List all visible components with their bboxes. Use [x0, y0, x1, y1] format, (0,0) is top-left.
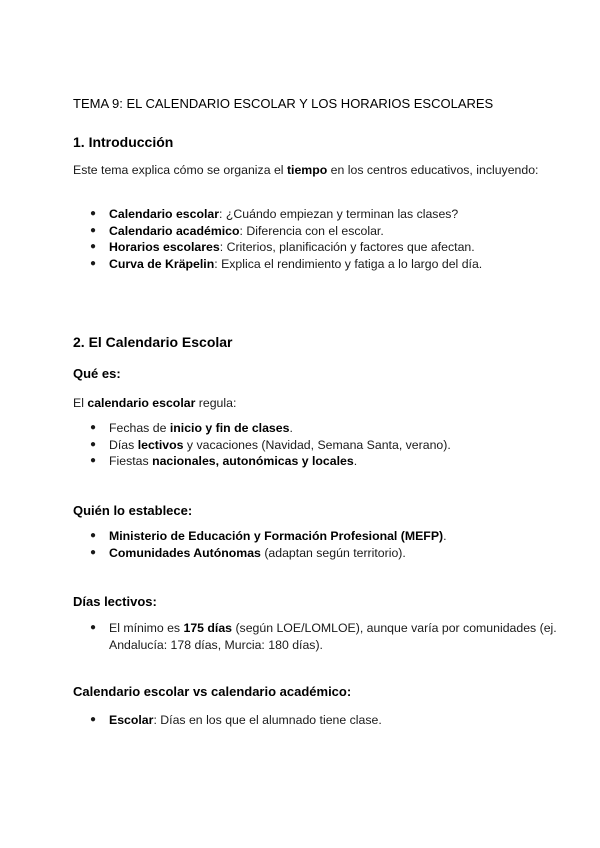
bold-text: calendario escolar: [87, 396, 196, 410]
bold-text: lectivos: [137, 437, 184, 452]
dias-lectivos-list: [73, 620, 560, 653]
que-es-intro: [73, 395, 560, 412]
text-run: Fechas de: [109, 421, 170, 435]
list-item: [73, 206, 560, 223]
dias-lectivos-heading: Días lectivos:: [73, 594, 157, 609]
vs-heading: Calendario escolar vs calendario académico:: [73, 684, 352, 699]
bullet-icon: ●: [90, 455, 97, 466]
section-1-heading: 1. Introducción: [73, 134, 174, 150]
vs-list: [73, 712, 560, 729]
section-1-list: [73, 206, 560, 272]
bold-text: Horarios escolares: [109, 240, 220, 254]
list-item: [73, 528, 560, 545]
bullet-icon: ●: [90, 622, 97, 633]
text-run: .: [353, 454, 358, 468]
text-run: regula:: [195, 396, 237, 410]
bold-text: tiempo: [286, 163, 328, 177]
text-run: : Criterios, planificación y factores que afectan.: [219, 240, 475, 254]
list-item: [73, 453, 560, 470]
text-run: Fiestas: [109, 454, 153, 468]
list-item: [73, 545, 560, 562]
que-es-list: [73, 420, 560, 470]
bold-text: Calendario escolar: [109, 207, 220, 221]
text-run: El: [73, 396, 88, 410]
list-item: [73, 420, 560, 437]
que-es-heading: Qué es:: [73, 366, 121, 381]
text-run: : Diferencia con el escolar.: [239, 223, 384, 238]
bold-text: inicio y fin de clases: [169, 421, 290, 435]
bullet-icon: ●: [90, 241, 97, 252]
text-run: y vacaciones (Navidad, Semana Santa, verano).: [183, 437, 451, 452]
list-item: [73, 239, 560, 256]
bullet-icon: ●: [90, 530, 97, 541]
bullet-icon: ●: [90, 546, 97, 558]
list-item: [73, 256, 560, 273]
text-run: en los centros educativos, incluyendo:: [327, 163, 539, 177]
list-item: [73, 223, 560, 240]
bullet-icon: ●: [90, 422, 97, 433]
text-run: (adaptan según territorio).: [260, 545, 406, 560]
bullet-icon: ●: [90, 224, 97, 236]
section-1-intro: [73, 162, 560, 179]
bullet-icon: ●: [90, 208, 97, 219]
list-item: [73, 437, 560, 454]
list-item: [73, 712, 560, 729]
section-2-heading: 2. El Calendario Escolar: [73, 334, 233, 350]
bold-text: nacionales, autonómicas y locales: [152, 454, 354, 468]
text-run: .: [289, 421, 293, 435]
text-run: : Explica el rendimiento y fatiga a lo largo del día.: [214, 256, 483, 271]
bold-text: Calendario académico: [109, 223, 240, 238]
bold-text: Ministerio de Educación y Formación Profesional (MEFP): [109, 529, 444, 543]
bold-text: 175 días: [183, 621, 233, 635]
text-run: : Días en los que el alumnado tiene clase.: [153, 713, 382, 727]
bullet-icon: ●: [90, 714, 97, 725]
text-run: .: [443, 529, 447, 543]
bullet-icon: ●: [90, 257, 97, 269]
text-run: : ¿Cuándo empiezan y terminan las clases?: [219, 207, 459, 221]
bold-text: Curva de Kräpelin: [109, 256, 215, 271]
bold-text: Escolar: [109, 713, 154, 727]
document-title: TEMA 9: EL CALENDARIO ESCOLAR Y LOS HORARIOS ESCOLARES: [73, 96, 494, 111]
text-run: (según LOE/LOMLOE), aunque varía por comunidades (ej. Andalucía: 178 días, Murcia: 180 días).: [109, 621, 557, 652]
text-run: Días: [109, 437, 138, 452]
quien-list: [73, 528, 560, 561]
text-run: Este tema explica cómo se organiza el: [73, 163, 287, 177]
text-run: El mínimo es: [109, 621, 184, 635]
bullet-icon: ●: [90, 438, 97, 450]
bold-text: Comunidades Autónomas: [109, 545, 261, 560]
quien-heading: Quién lo establece:: [73, 503, 193, 518]
list-item: [73, 620, 560, 653]
